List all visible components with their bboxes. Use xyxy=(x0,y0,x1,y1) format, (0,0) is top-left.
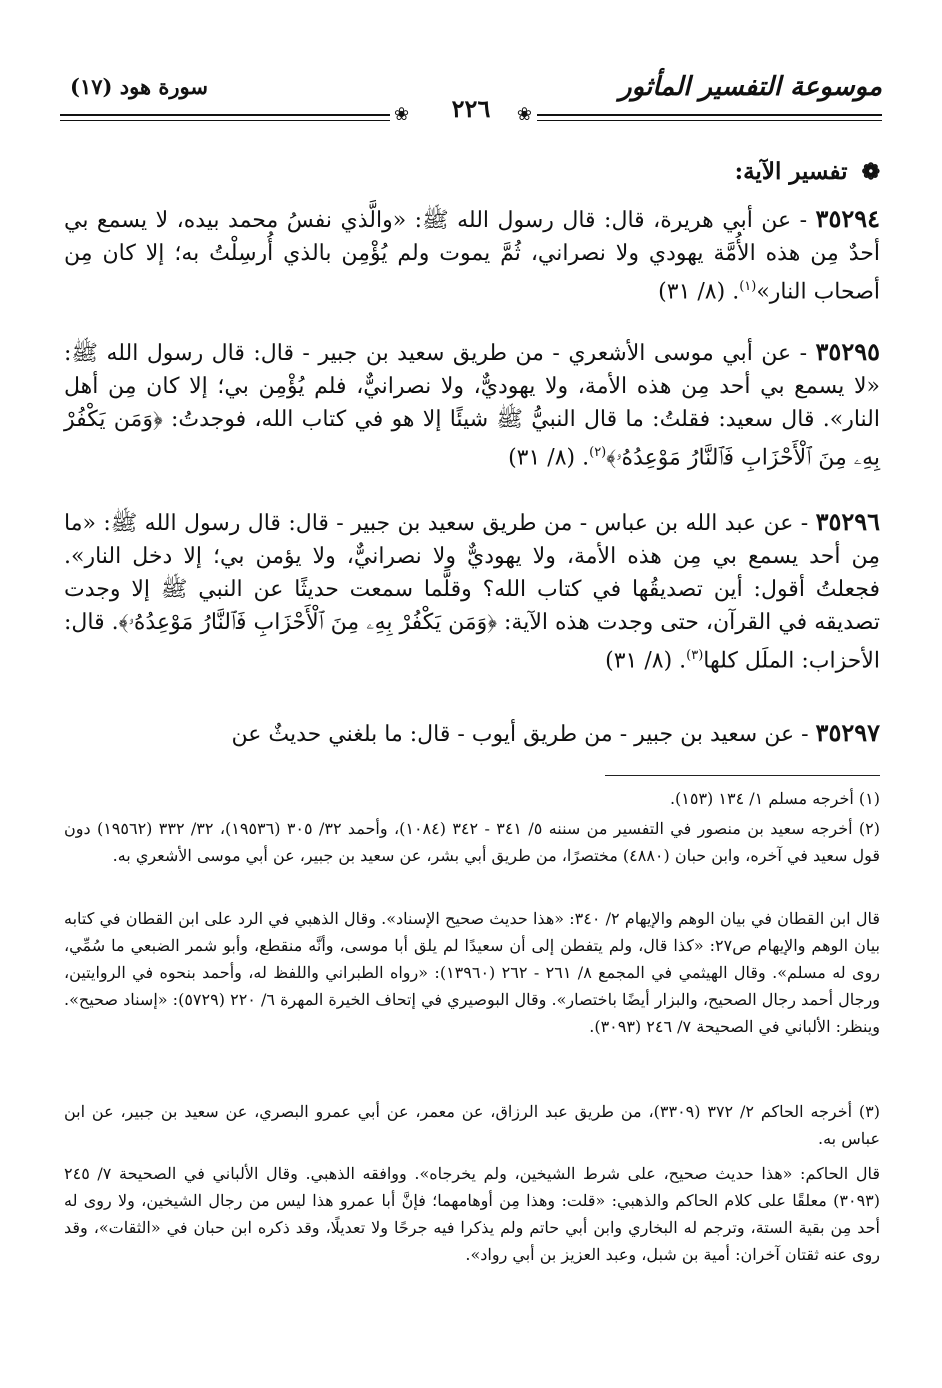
section-title-text: تفسير الآية: xyxy=(734,158,848,185)
entry-number: ٣٥٢٩٦ xyxy=(815,507,881,536)
entry-number: ٣٥٢٩٥ xyxy=(815,337,880,366)
footnote-commentary: قال الحاكم: «هذا حديث صحيح، على شرط الشيخين، ولم يخرجاه». ووافقه الذهبي. وقال الألباني في الصحيحة ٧/ ٢٤٥ (٣٠٩٣) معلقًا على كلام الحاكم والذهبي: «قلت: وهذا مِن أوهامهما؛ فإنَّ أبا عمرو هذا ليس من رجال الشيخين، ولا روى له أحد مِن بقية الستة، وترجم له البخاري وابن أبي حاتم ولم يذكرا فيه جرحًا ولا تعديلًا، وقد ذكره ابن حبان في «الثقات»، وقد روى عنه ثقتان آخران: أمية بن شبل، وعبد العزيز بن أبي رواد». xyxy=(64,1164,881,1264)
surah-label: سورة هود (١٧) xyxy=(70,74,208,99)
volume-reference: . (٨/ ٣١) xyxy=(658,279,740,305)
ornament-icon: ❀ xyxy=(516,104,532,125)
hadith-entry xyxy=(64,335,880,474)
page-number: ٢٢٦ xyxy=(451,94,491,123)
book-title: موسوعة التفسير المأثور xyxy=(619,72,882,102)
flower-icon: ❁ xyxy=(861,159,880,185)
entry-text: - عن عبد الله بن عباس - من طريق سعيد بن جبير - قال: قال رسول الله ﷺ: «ما مِن أحد يسمع بي مِن هذه الأمة، ولا يهوديٌّ ولا نصرانيٌّ، ولا يؤمن بي؛ إلا دخل النار». فجعلتُ أقول: أين تصديقُها في كتاب الله؟ وقلَّما سمعت حديثًا عن النبي ﷺ إلا وجدت تصديقه في القرآن، حتى وجدت هذه الآية: ﴿وَمَن يَكْفُرْ بِهِۦ مِنَ ٱلْأَحْزَابِ فَٱلنَّارُ مَوْعِدُهُۥ﴾. قال: الأحزاب: الملَل كلها xyxy=(64,511,880,674)
footnote-marker[interactable]: (٢) xyxy=(589,445,607,460)
footnote-commentary: قال ابن القطان في بيان الوهم والإيهام ٢/ ٣٤٠: «هذا حديث صحيح الإسناد». وقال الذهبي في الرد على ابن القطان في كتابه بيان الوهم والإيهام ص٢٧: «كذا قال، ولم يتفطن إلى أن سعيدًا لم يلق أبا موسى، وأنَّه منقطع، وأبو شمر الضبعي ما سُمِّي، روى له مسلم». وقال الهيثمي في المجمع ٨/ ٢٦١ - ٢٦٢ (١٣٩٦٠): «رواه الطبراني واللفظ له، وأحمد بنحوه في الروايتين، ورجال أحمد رجال الصحيح، والبزار أيضًا باختصار». وقال البوصيري في إتحاف الخيرة المهرة ٦/ ٢٢٠ (٥٧٢٩): «إسناد صحيح». وينظر: الألباني في الصحيحة ٧/ ٢٤٦ (٣٠٩٣). xyxy=(64,909,881,1036)
entry-number: ٣٥٢٩٧ xyxy=(815,718,880,747)
footnote: (١) أخرجه مسلم ١/ ١٣٤ (١٥٣). xyxy=(669,789,880,808)
entry-number: ٣٥٢٩٤ xyxy=(815,204,880,233)
volume-reference: . (٨/ ٣١) xyxy=(508,445,590,471)
entry-text: - عن أبي هريرة، قال: قال رسول الله ﷺ: «والَّذي نفسُ محمد بيده، لا يسمع بي أحدٌ مِن هذه الأُمَّة يهودي ولا نصراني، ثُمَّ يموت ولم يُؤْمِن بالذي أُرسِلْتُ به؛ إلا كان مِن أصحاب النار» xyxy=(64,208,880,305)
hadith-entry xyxy=(64,202,880,308)
entry-text: - عن أبي موسى الأشعري - من طريق سعيد بن جبير - قال: قال رسول الله ﷺ: «لا يسمع بي أحد مِن هذه الأمة، ولا يهوديٌّ، ولا نصرانيٌّ، فلم يُؤْمِن بي؛ إلا كان مِن أهل النار». قال سعيد: فقلتُ: ما قال النبيُّ ﷺ شيئًا إلا هو في كتاب الله، فوجدتُ: ﴿وَمَن يَكْفُرْ بِهِۦ مِنَ ٱلْأَحْزَابِ فَٱلنَّارُ مَوْعِدُهُۥ﴾ xyxy=(64,341,880,471)
page-header xyxy=(60,58,882,128)
footnote-separator xyxy=(605,775,880,776)
footnote: (٢) أخرجه سعيد بن منصور في التفسير من سننه ٥/ ٣٤١ - ٣٤٢ (١٠٨٤)، وأحمد ٣٢/ ٣٠٥ (١٩٥٣٦)، ٣٢/ ٣٣٢ (١٩٥٦٢) دون قول سعيد في آخره، وابن حبان (٤٨٨٠) مختصرًا، من طريق أبي بشر، عن سعيد بن جبير، عن أبي موسى الأشعري به. xyxy=(64,819,881,865)
hadith-entry xyxy=(64,716,880,751)
entry-text: - عن سعيد بن جبير - من طريق أيوب - قال: ما بلغني حديثٌ عن xyxy=(231,722,809,747)
section-title xyxy=(735,158,880,185)
volume-reference: . (٨/ ٣١) xyxy=(605,648,687,674)
ornament-icon: ❀ xyxy=(394,104,410,125)
footnote: (٣) أخرجه الحاكم ٢/ ٣٧٢ (٣٣٠٩)، من طريق عبد الرزاق، عن معمر، عن أبي عمرو البصري، عن سعيد بن جبير، عن ابن عباس به. xyxy=(64,1102,881,1148)
footnote-marker[interactable]: (٣) xyxy=(686,648,704,663)
footnote-marker[interactable]: (١) xyxy=(739,279,757,294)
hadith-entry xyxy=(64,505,880,677)
